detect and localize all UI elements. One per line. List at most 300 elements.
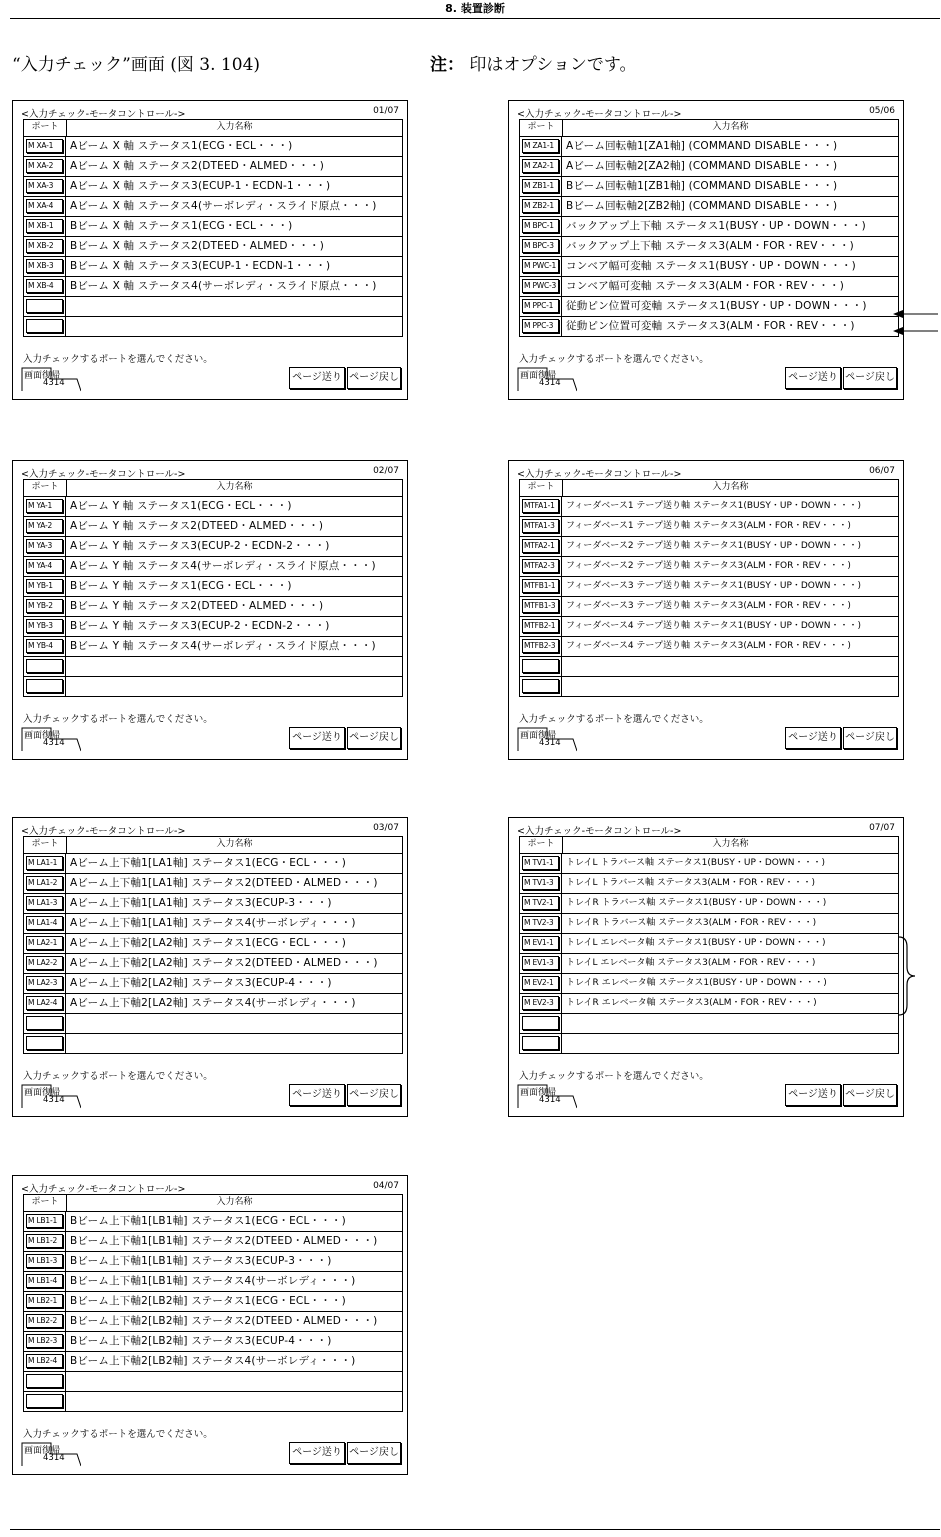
input-name-cell: [66, 677, 402, 696]
port-button[interactable]: M LB1-4: [26, 1274, 63, 1288]
option-arrow-icon: [893, 325, 939, 337]
port-cell: [520, 197, 562, 216]
table-row: [520, 954, 898, 974]
page-number: 06/07: [869, 466, 895, 476]
note-label: 注：: [430, 55, 464, 75]
input-name-cell: フィーダベース1 テープ送り軸 ステータス1(BUSY・UP・DOWN・・・): [566, 501, 862, 511]
port-button[interactable]: M XA-2: [26, 159, 63, 173]
input-name-cell: Aビーム上下軸1[LA1軸] ステータス2(DTEED・ALMED・・・): [70, 877, 378, 889]
table-row: [24, 537, 402, 557]
port-button[interactable]: M LA1-3: [26, 896, 63, 910]
input-name-cell: フィーダベース2 テープ送り軸 ステータス3(ALM・FOR・REV・・・): [566, 561, 851, 571]
table-header: [24, 120, 402, 137]
port-cell: [24, 1372, 66, 1391]
port-button[interactable]: M LA2-4: [26, 996, 63, 1010]
port-button[interactable]: MTFA1-1: [522, 499, 559, 513]
table-row: [24, 197, 402, 217]
table-row: [520, 237, 898, 257]
restore-screen-button[interactable]: [21, 1083, 81, 1109]
input-name-cell: 従動ピン位置可変軸 ステータス3(ALM・FOR・REV・・・): [566, 320, 855, 332]
table-row: [520, 914, 898, 934]
port-cell: [24, 637, 66, 656]
port-button[interactable]: M YA-4: [26, 559, 63, 573]
table-row: [520, 934, 898, 954]
port-cell: [520, 677, 562, 696]
port-button[interactable]: [522, 679, 559, 693]
restore-label: 画面復帰: [24, 1446, 61, 1456]
input-name-cell: Aビーム X 軸 ステータス4(サーボレディ・スライド原点・・・): [70, 200, 377, 212]
table-row: [520, 537, 898, 557]
port-cell: [24, 557, 66, 576]
heading-title: “入力チェック”画面 (図 3. 104): [12, 55, 261, 75]
port-button[interactable]: M EV1-3: [522, 956, 559, 970]
port-cell: [24, 317, 66, 336]
port-button[interactable]: M TV2-3: [522, 916, 559, 930]
table-row: [24, 894, 402, 914]
port-cell: [24, 894, 66, 913]
name-column-header: 入力名称: [216, 482, 253, 492]
restore-screen-button[interactable]: [21, 726, 81, 752]
port-table: [23, 1194, 403, 1412]
port-button[interactable]: M ZA1-1: [522, 139, 559, 153]
table-row: [24, 1352, 402, 1372]
port-button[interactable]: M LB1-3: [26, 1254, 63, 1268]
input-name-cell: フィーダベース4 テープ送り軸 ステータス1(BUSY・UP・DOWN・・・): [566, 621, 862, 631]
table-row: [520, 657, 898, 677]
input-name-cell: Bビーム Y 軸 ステータス1(ECG・ECL・・・): [70, 580, 292, 592]
option-brace-icon: [897, 935, 917, 1017]
port-button[interactable]: M TV2-1: [522, 896, 559, 910]
port-button[interactable]: [26, 1016, 63, 1030]
table-row: [24, 517, 402, 537]
input-name-cell: Bビーム回転軸2[ZB2軸] (COMMAND DISABLE・・・): [566, 200, 838, 212]
table-header: [520, 120, 898, 137]
port-cell: [520, 874, 562, 893]
port-cell: [520, 597, 562, 616]
input-check-screen: [508, 100, 904, 400]
port-cell: [24, 197, 66, 216]
port-button[interactable]: [522, 1016, 559, 1030]
port-cell: [520, 157, 562, 176]
input-name-cell: Bビーム上下軸2[LB2軸] ステータス4(サーボレディ・・・): [70, 1355, 356, 1367]
screen-title: <入力チェック-モータコントロール->: [21, 469, 186, 480]
port-button[interactable]: M LB2-4: [26, 1354, 63, 1368]
input-name-cell: フィーダベース1 テープ送り軸 ステータス3(ALM・FOR・REV・・・): [566, 521, 851, 531]
table-row: [24, 854, 402, 874]
port-cell: [520, 277, 562, 296]
next-page-button[interactable]: ページ送り: [289, 1442, 345, 1464]
input-name-cell: Bビーム上下軸1[LB1軸] ステータス2(DTEED・ALMED・・・): [70, 1235, 378, 1247]
restore-label: 画面復帰: [24, 731, 61, 741]
table-row: [24, 577, 402, 597]
name-column-header: 入力名称: [712, 122, 749, 132]
port-cell: [24, 974, 66, 993]
port-cell: [520, 657, 562, 676]
name-column-header: 入力名称: [712, 839, 749, 849]
port-cell: [520, 237, 562, 256]
table-row: [520, 854, 898, 874]
table-row: [24, 914, 402, 934]
input-name-cell: フィーダベース4 テープ送り軸 ステータス3(ALM・FOR・REV・・・): [566, 641, 851, 651]
port-button[interactable]: M XA-3: [26, 179, 63, 193]
input-name-cell: トレイR トラバース軸 ステータス1(BUSY・UP・DOWN・・・): [566, 898, 827, 908]
note-text: 印はオプションです。: [469, 55, 637, 75]
screen-title: <入力チェック-モータコントロール->: [21, 826, 186, 837]
instruction-text: 入力チェックするポートを選んでください。: [519, 714, 709, 725]
input-name-cell: Aビーム上下軸2[LA2軸] ステータス4(サーボレディ・・・): [70, 997, 356, 1009]
input-name-cell: トレイR エレベータ軸 ステータス1(BUSY・UP・DOWN・・・): [566, 978, 827, 988]
screen-title: <入力チェック-モータコントロール->: [21, 109, 186, 120]
port-button[interactable]: M ZB1-1: [522, 179, 559, 193]
table-row: [24, 954, 402, 974]
input-name-cell: トレイL エレベータ軸 ステータス3(ALM・FOR・REV・・・): [566, 958, 816, 968]
port-cell: [24, 657, 66, 676]
instruction-text: 入力チェックするポートを選んでください。: [23, 354, 213, 365]
next-page-button[interactable]: ページ送り: [289, 727, 345, 749]
next-page-button[interactable]: ページ送り: [785, 727, 841, 749]
table-row: [24, 1292, 402, 1312]
page-number: 05/06: [869, 106, 895, 116]
table-header: [520, 837, 898, 854]
input-name-cell: Aビーム X 軸 ステータス1(ECG・ECL・・・): [70, 140, 293, 152]
port-button[interactable]: M LA2-1: [26, 936, 63, 950]
input-name-cell: バックアップ上下軸 ステータス1(BUSY・UP・DOWN・・・): [566, 220, 866, 232]
prev-page-button[interactable]: ページ戻し: [347, 1084, 401, 1106]
input-name-cell: Aビーム Y 軸 ステータス4(サーボレディ・スライド原点・・・): [70, 560, 376, 572]
table-row: [520, 577, 898, 597]
port-cell: [24, 954, 66, 973]
port-table: [519, 119, 899, 337]
port-button[interactable]: [26, 1394, 63, 1408]
port-column-header: ポート: [24, 120, 67, 136]
port-cell: [24, 1212, 66, 1231]
port-button[interactable]: M YB-4: [26, 639, 63, 653]
port-cell: [24, 277, 66, 296]
table-row: [24, 1332, 402, 1352]
input-name-cell: Bビーム X 軸 ステータス1(ECG・ECL・・・): [70, 220, 293, 232]
table-row: [520, 157, 898, 177]
port-column-header: ポート: [520, 480, 563, 496]
restore-screen-button[interactable]: [517, 726, 577, 752]
name-column-header: 入力名称: [216, 1197, 253, 1207]
option-arrow-icon: [893, 308, 939, 320]
restore-screen-button[interactable]: [21, 366, 81, 392]
port-cell: [520, 317, 562, 336]
input-name-cell: [562, 677, 898, 696]
port-table: [519, 479, 899, 697]
port-button[interactable]: [26, 1374, 63, 1388]
port-button[interactable]: M YA-3: [26, 539, 63, 553]
table-row: [24, 1212, 402, 1232]
port-table: [23, 119, 403, 337]
input-name-cell: フィーダベース2 テープ送り軸 ステータス1(BUSY・UP・DOWN・・・): [566, 541, 862, 551]
port-button[interactable]: M LA1-4: [26, 916, 63, 930]
table-row: [24, 297, 402, 317]
table-row: [520, 257, 898, 277]
next-page-button[interactable]: ページ送り: [785, 367, 841, 389]
port-button[interactable]: M LA2-3: [26, 976, 63, 990]
port-button[interactable]: M LB2-3: [26, 1334, 63, 1348]
port-button[interactable]: M XB-3: [26, 259, 63, 273]
port-button[interactable]: [26, 679, 63, 693]
port-button[interactable]: [26, 299, 63, 313]
port-button[interactable]: M YB-2: [26, 599, 63, 613]
next-page-button[interactable]: ページ送り: [289, 367, 345, 389]
port-cell: [520, 557, 562, 576]
prev-page-button[interactable]: ページ戻し: [843, 367, 897, 389]
port-button[interactable]: [26, 319, 63, 333]
port-button[interactable]: M YA-2: [26, 519, 63, 533]
table-row: [24, 874, 402, 894]
port-cell: [520, 617, 562, 636]
table-row: [24, 137, 402, 157]
input-name-cell: Bビーム上下軸2[LB2軸] ステータス1(ECG・ECL・・・): [70, 1295, 346, 1307]
port-cell: [520, 537, 562, 556]
input-name-cell: [562, 1034, 898, 1053]
name-column-header: 入力名称: [216, 122, 253, 132]
page-number: 03/07: [373, 823, 399, 833]
table-header: [24, 480, 402, 497]
section-header: [10, 2, 940, 19]
port-button[interactable]: MTFB2-3: [522, 639, 559, 653]
port-cell: [24, 617, 66, 636]
port-button[interactable]: M PPC-1: [522, 299, 559, 313]
input-name-cell: Bビーム Y 軸 ステータス3(ECUP-2・ECDN-2・・・): [70, 620, 330, 632]
port-cell: [24, 874, 66, 893]
port-button[interactable]: [26, 1036, 63, 1050]
port-cell: [520, 994, 562, 1013]
port-cell: [24, 1332, 66, 1351]
port-button[interactable]: M XB-2: [26, 239, 63, 253]
table-row: [24, 317, 402, 336]
table-row: [520, 677, 898, 696]
port-cell: [24, 157, 66, 176]
table-row: [24, 157, 402, 177]
table-header: [520, 480, 898, 497]
input-name-cell: トレイR エレベータ軸 ステータス3(ALM・FOR・REV・・・): [566, 998, 817, 1008]
port-button[interactable]: M ZB2-1: [522, 199, 559, 213]
instruction-text: 入力チェックするポートを選んでください。: [519, 354, 709, 365]
footer-rule: [10, 1529, 940, 1530]
input-name-cell: トレイL トラバース軸 ステータス1(BUSY・UP・DOWN・・・): [566, 858, 826, 868]
screen-title: <入力チェック-モータコントロール->: [21, 1184, 186, 1195]
port-cell: [520, 854, 562, 873]
input-name-cell: Aビーム X 軸 ステータス3(ECUP-1・ECDN-1・・・): [70, 180, 331, 192]
restore-label: 画面復帰: [520, 371, 557, 381]
port-button[interactable]: M XB-1: [26, 219, 63, 233]
screen-title: <入力チェック-モータコントロール->: [517, 469, 682, 480]
port-cell: [24, 914, 66, 933]
port-button[interactable]: [522, 659, 559, 673]
port-button[interactable]: MTFB1-3: [522, 599, 559, 613]
table-row: [24, 217, 402, 237]
restore-number: 4314: [43, 378, 65, 388]
port-button[interactable]: M EV2-3: [522, 996, 559, 1010]
restore-screen-button[interactable]: [21, 1441, 81, 1467]
input-name-cell: Aビーム上下軸1[LA1軸] ステータス4(サーボレディ・・・): [70, 917, 356, 929]
table-row: [24, 637, 402, 657]
port-cell: [24, 177, 66, 196]
input-name-cell: [562, 657, 898, 676]
port-button[interactable]: M BPC-1: [522, 219, 559, 233]
port-cell: [520, 517, 562, 536]
table-row: [520, 317, 898, 336]
input-name-cell: Aビーム Y 軸 ステータス2(DTEED・ALMED・・・): [70, 520, 324, 532]
screen-title: <入力チェック-モータコントロール->: [517, 109, 682, 120]
port-cell: [520, 974, 562, 993]
input-name-cell: Aビーム上下軸1[LA1軸] ステータス3(ECUP-3・・・): [70, 897, 332, 909]
table-row: [24, 497, 402, 517]
input-name-cell: Bビーム X 軸 ステータス4(サーボレディ・スライド原点・・・): [70, 280, 377, 292]
port-button[interactable]: MTFA2-3: [522, 559, 559, 573]
next-page-button[interactable]: ページ送り: [785, 1084, 841, 1106]
port-button[interactable]: M BPC-3: [522, 239, 559, 253]
port-column-header: ポート: [24, 480, 67, 496]
input-check-screen: [508, 817, 904, 1117]
port-button[interactable]: M EV1-1: [522, 936, 559, 950]
port-button[interactable]: MTFB2-1: [522, 619, 559, 633]
port-button[interactable]: M TV1-3: [522, 876, 559, 890]
table-row: [520, 277, 898, 297]
input-name-cell: トレイL トラバース軸 ステータス3(ALM・FOR・REV・・・): [566, 878, 815, 888]
table-row: [24, 1252, 402, 1272]
input-check-screen: [12, 460, 408, 760]
port-button[interactable]: M YA-1: [26, 499, 63, 513]
table-row: [24, 677, 402, 696]
restore-screen-button[interactable]: [517, 1083, 577, 1109]
port-button[interactable]: M LB1-2: [26, 1234, 63, 1248]
name-column-header: 入力名称: [712, 482, 749, 492]
input-name-cell: Aビーム X 軸 ステータス2(DTEED・ALMED・・・): [70, 160, 324, 172]
port-button[interactable]: M PWC-3: [522, 279, 559, 293]
port-button[interactable]: M PWC-1: [522, 259, 559, 273]
port-column-header: ポート: [520, 837, 563, 853]
input-name-cell: [66, 657, 402, 676]
port-button[interactable]: M LA2-2: [26, 956, 63, 970]
port-button[interactable]: M ZA2-1: [522, 159, 559, 173]
prev-page-button[interactable]: ページ戻し: [347, 1442, 401, 1464]
restore-number: 4314: [539, 738, 561, 748]
table-row: [520, 637, 898, 657]
input-name-cell: フィーダベース3 テープ送り軸 ステータス1(BUSY・UP・DOWN・・・): [566, 581, 862, 591]
port-button[interactable]: M XA-1: [26, 139, 63, 153]
input-name-cell: [66, 297, 402, 316]
table-row: [520, 557, 898, 577]
port-button[interactable]: M LA1-1: [26, 856, 63, 870]
input-check-screen: [12, 817, 408, 1117]
table-row: [24, 237, 402, 257]
port-cell: [24, 1292, 66, 1311]
port-cell: [24, 217, 66, 236]
input-name-cell: Aビーム Y 軸 ステータス3(ECUP-2・ECDN-2・・・): [70, 540, 330, 552]
table-row: [24, 1014, 402, 1034]
input-name-cell: Aビーム Y 軸 ステータス1(ECG・ECL・・・): [70, 500, 292, 512]
port-button[interactable]: [522, 1036, 559, 1050]
table-header: [24, 837, 402, 854]
port-cell: [520, 177, 562, 196]
port-button[interactable]: MTFA2-1: [522, 539, 559, 553]
input-name-cell: Bビーム上下軸2[LB2軸] ステータス2(DTEED・ALMED・・・): [70, 1315, 378, 1327]
port-button[interactable]: MTFB1-1: [522, 579, 559, 593]
prev-page-button[interactable]: ページ戻し: [347, 367, 401, 389]
input-name-cell: [66, 1372, 402, 1391]
restore-screen-button[interactable]: [517, 366, 577, 392]
table-row: [24, 257, 402, 277]
port-button[interactable]: [26, 659, 63, 673]
port-cell: [520, 137, 562, 156]
port-button[interactable]: M LB2-1: [26, 1294, 63, 1308]
input-check-screen: [508, 460, 904, 760]
input-check-screen: [12, 100, 408, 400]
next-page-button[interactable]: ページ送り: [289, 1084, 345, 1106]
table-row: [24, 1392, 402, 1411]
restore-label: 画面復帰: [24, 1088, 61, 1098]
table-row: [24, 1372, 402, 1392]
port-button[interactable]: M LA1-2: [26, 876, 63, 890]
port-cell: [24, 257, 66, 276]
port-button[interactable]: M PPC-3: [522, 319, 559, 333]
port-cell: [24, 1014, 66, 1033]
port-cell: [24, 1272, 66, 1291]
port-button[interactable]: M EV2-1: [522, 976, 559, 990]
table-row: [520, 217, 898, 237]
port-button[interactable]: M LB1-1: [26, 1214, 63, 1228]
port-table: [23, 479, 403, 697]
prev-page-button[interactable]: ページ戻し: [843, 727, 897, 749]
instruction-text: 入力チェックするポートを選んでください。: [519, 1071, 709, 1082]
table-row: [520, 974, 898, 994]
port-button[interactable]: M YB-1: [26, 579, 63, 593]
page-number: 02/07: [373, 466, 399, 476]
instruction-text: 入力チェックするポートを選んでください。: [23, 1071, 213, 1082]
table-row: [520, 177, 898, 197]
table-row: [520, 197, 898, 217]
port-button[interactable]: M XA-4: [26, 199, 63, 213]
table-row: [520, 497, 898, 517]
input-name-cell: トレイR トラバース軸 ステータス3(ALM・FOR・REV・・・): [566, 918, 817, 928]
table-row: [520, 137, 898, 157]
port-column-header: ポート: [24, 837, 67, 853]
restore-label: 画面復帰: [520, 1088, 557, 1098]
input-name-cell: Aビーム回転軸1[ZA1軸] (COMMAND DISABLE・・・): [566, 140, 838, 152]
restore-label: 画面復帰: [520, 731, 557, 741]
port-cell: [24, 1232, 66, 1251]
port-button[interactable]: MTFA1-3: [522, 519, 559, 533]
input-name-cell: [66, 317, 402, 336]
table-row: [24, 974, 402, 994]
input-name-cell: コンベア幅可変軸 ステータス1(BUSY・UP・DOWN・・・): [566, 260, 856, 272]
page-number: 01/07: [373, 106, 399, 116]
port-button[interactable]: M YB-3: [26, 619, 63, 633]
port-column-header: ポート: [520, 120, 563, 136]
input-name-cell: Aビーム上下軸1[LA1軸] ステータス1(ECG・ECL・・・): [70, 857, 347, 869]
port-button[interactable]: M TV1-1: [522, 856, 559, 870]
restore-number: 4314: [43, 1453, 65, 1463]
port-cell: [24, 1034, 66, 1053]
table-row: [520, 297, 898, 317]
input-name-cell: Aビーム回転軸2[ZA2軸] (COMMAND DISABLE・・・): [566, 160, 838, 172]
restore-number: 4314: [43, 738, 65, 748]
input-name-cell: Bビーム上下軸2[LB2軸] ステータス3(ECUP-4・・・): [70, 1335, 332, 1347]
input-name-cell: [66, 1014, 402, 1033]
table-row: [24, 177, 402, 197]
table-header: [24, 1195, 402, 1212]
restore-number: 4314: [539, 1095, 561, 1105]
port-button[interactable]: M LB2-2: [26, 1314, 63, 1328]
prev-page-button[interactable]: ページ戻し: [843, 1084, 897, 1106]
prev-page-button[interactable]: ページ戻し: [347, 727, 401, 749]
port-button[interactable]: M XB-4: [26, 279, 63, 293]
